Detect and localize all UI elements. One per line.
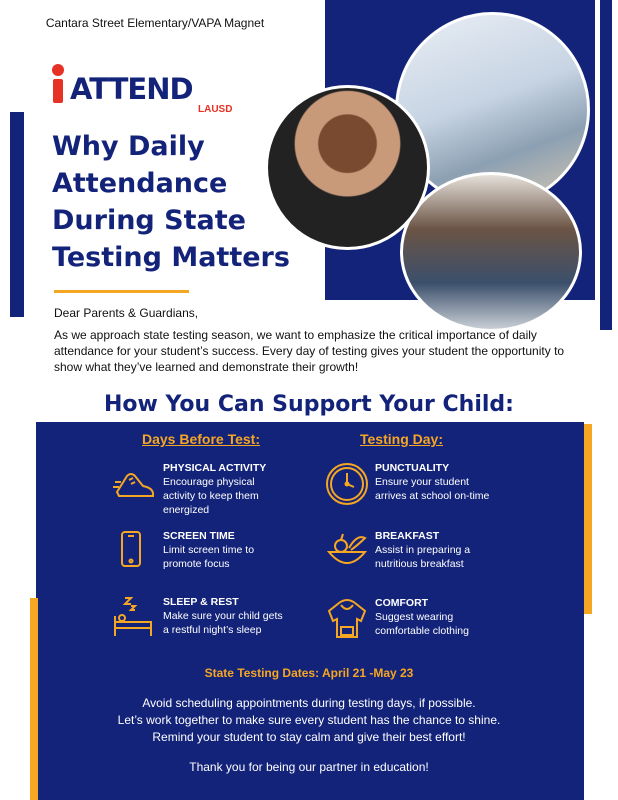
tip-description: Make sure your child gets a restful night’s sleep — [163, 610, 283, 636]
logo-word: ATTEND — [70, 72, 193, 106]
days-before-heading: Days Before Test: — [142, 431, 261, 447]
logo-sub: LAUSD — [198, 104, 233, 115]
gold-accent-right — [584, 424, 592, 614]
school-name: Cantara Street Elementary/VAPA Magnet — [45, 16, 265, 30]
tip-title: SCREEN TIME — [163, 530, 235, 542]
tip-description: Ensure your student arrives at school on-time — [375, 476, 490, 502]
logo-stem — [53, 79, 63, 103]
fruit-bowl-icon — [325, 530, 369, 574]
greeting: Dear Parents & Guardians, — [54, 306, 199, 320]
closing-line-2: Let’s work together to make sure every student has the chance to shine. — [117, 713, 501, 727]
tip-description: Limit screen time to promote focus — [163, 544, 255, 570]
logo-dot — [52, 64, 64, 76]
tip-title: PUNCTUALITY — [375, 462, 450, 474]
title-underline — [54, 290, 189, 293]
closing-line-1: Avoid scheduling appointments during testing days, if possible. — [142, 696, 476, 710]
tip-description: Assist in preparing a nutritious breakfast — [375, 544, 471, 570]
tip-description: Suggest wearing comfortable clothing — [375, 611, 469, 637]
clock-icon — [325, 462, 369, 506]
right-accent-bar — [600, 0, 612, 330]
intro-paragraph: As we approach state testing season, we want to emphasize the critical importance of daily attendance for your student’s success. Every day of testing gives your student the opportunity to show what they’ve learned and demonstrate their growth! — [54, 328, 565, 374]
iattend-logo — [50, 64, 240, 124]
closing-thanks: Thank you for being our partner in education! — [189, 760, 429, 774]
testing-dates: State Testing Dates: April 21 -May 23 — [204, 666, 414, 680]
page-title: Why Daily Attendance During State Testing Matters — [52, 131, 290, 273]
testing-day-heading: Testing Day: — [360, 431, 443, 447]
student-girl-photo — [400, 172, 582, 332]
support-heading: How You Can Support Your Child: — [104, 392, 514, 417]
closing-line-3: Remind your student to stay calm and give their best effort! — [152, 730, 466, 744]
hoodie-icon — [325, 597, 369, 641]
sleeping-bed-icon — [113, 596, 157, 640]
running-shoe-icon — [113, 462, 157, 506]
left-accent-bar — [10, 112, 24, 317]
tip-title: SLEEP & REST — [163, 596, 239, 608]
tip-title: PHYSICAL ACTIVITY — [163, 462, 267, 474]
tip-title: COMFORT — [375, 597, 429, 609]
smartphone-icon — [113, 530, 157, 574]
tip-description: Encourage physical activity to keep them energized — [163, 476, 259, 516]
tip-title: BREAKFAST — [375, 530, 440, 542]
